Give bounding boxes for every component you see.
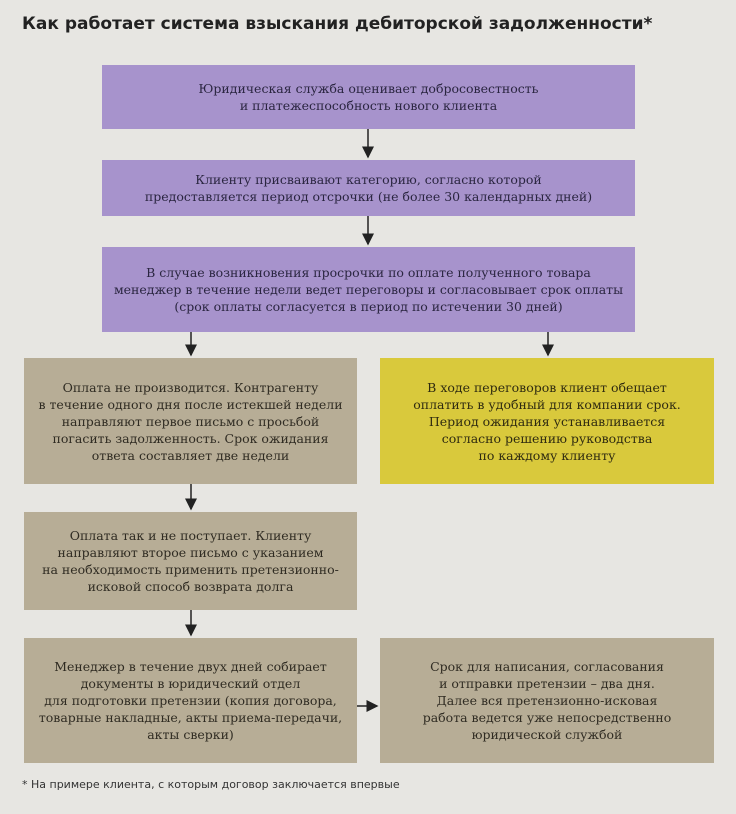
step-claim-preparation: Срок для написания, согласования и отправки претензии – два дня. Далее вся претензионно-исковая работа ведется уже непосредственно юридической службой: [380, 638, 714, 763]
step-documents-collection: Менеджер в течение двух дней собирает документы в юридический отдел для подготовки претензии (копия договора, товарные накладные, акты приема-передачи, акты сверки): [24, 638, 357, 763]
step-payment-promise: В ходе переговоров клиент обещает оплатить в удобный для компании срок. Период ожидания устанавливается согласно решению руководства по каждому клиенту: [380, 358, 714, 484]
step-category-assignment: Клиенту присваивают категорию, согласно которой предоставляется период отсрочки (не более 30 календарных дней): [102, 160, 635, 216]
step-first-letter: Оплата не производится. Контрагенту в течение одного дня после истекшей недели направляют первое письмо с просьбой погасить задолженность. Срок ожидания ответа составляет две недели: [24, 358, 357, 484]
step-second-letter: Оплата так и не поступает. Клиенту направляют второе письмо с указанием на необходимость применить претензионно- исковой способ возврата долга: [24, 512, 357, 610]
step-overdue-negotiation: В случае возникновения просрочки по оплате полученного товара менеджер в течение недели ведет переговоры и согласовывает срок оплаты (срок оплаты согласуется в период по истечении 30 дней): [102, 247, 635, 332]
step-legal-assessment: Юридическая служба оценивает добросовестность и платежеспособность нового клиента: [102, 65, 635, 129]
diagram-title: Как работает система взыскания дебиторской задолженности*: [22, 14, 653, 34]
footnote: * На примере клиента, с которым договор заключается впервые: [22, 778, 400, 791]
